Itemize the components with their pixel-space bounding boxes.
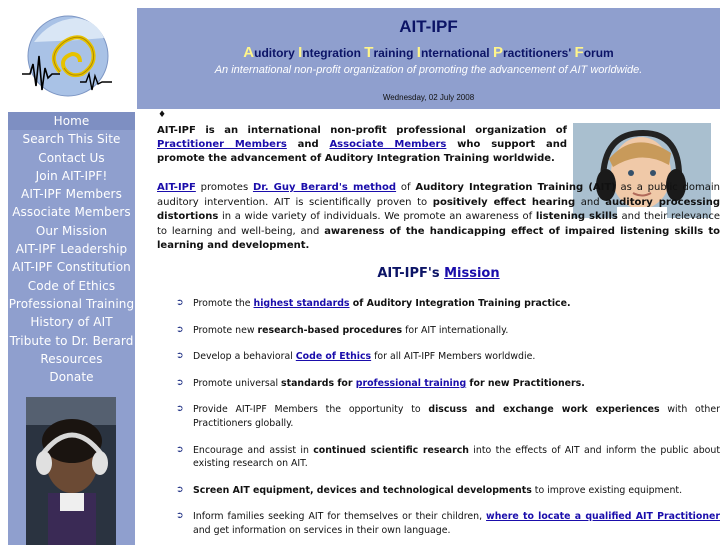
mission-heading: AIT-IPF's Mission <box>377 266 500 281</box>
berard-method-link[interactable]: Dr. Guy Berard's method <box>252 182 397 193</box>
site-subtitle: Auditory Integration Training International Practitioners' Forum <box>243 44 614 61</box>
locate-practitioner-link[interactable]: where to locate a qualified AIT Practitioner <box>486 511 720 523</box>
nav-item-search[interactable]: Search This Site <box>22 132 121 147</box>
site-title: AIT-IPF <box>399 17 458 36</box>
list-item: ➲ Screen AIT equipment, devices and technological developments to improve existing equipment. <box>176 484 683 496</box>
nav-item-resources[interactable]: Resources <box>40 351 103 366</box>
mission-link[interactable]: Mission <box>444 266 500 281</box>
highest-standards-link[interactable]: highest standards <box>253 298 350 309</box>
bullet-diamond: ♦ <box>158 110 167 120</box>
promotes-paragraph: AIT-IPF promotes Dr. Guy Berard's method of Auditory Integration Training (AIT) as a public domain auditory intervention. AIT is scientifically proven to positively effect hearing and auditory processing distortions in a wide variety of individuals. We promote an awareness of listening skills and their relevance to learning and well-being, and awareness of the handicapping effect of impaired listening skills to learning and development. <box>157 182 721 251</box>
girl-headphones-photo <box>26 397 116 545</box>
professional-training-link[interactable]: professional training <box>355 377 467 389</box>
nav-item-tribute[interactable]: Tribute to Dr. Berard <box>9 333 134 348</box>
list-item: ➲ Promote new research-based procedures for AIT internationally. <box>176 324 509 336</box>
site-tagline: An international non-profit organization of promoting the advancement of AIT worldwide. <box>214 64 643 76</box>
associate-members-link[interactable]: Associate Members <box>329 139 447 150</box>
list-item: ➲ Inform families seeking AIT for themselves or their children, where to locate a qualified AIT Practitioner and get information on services in their own language. <box>176 511 720 536</box>
arrow-bullet-icon: ➲ <box>176 377 184 388</box>
nav-item-mission[interactable]: Our Mission <box>35 223 108 238</box>
nav-item-constitution[interactable]: AIT-IPF Constitution <box>12 260 131 275</box>
nav-item-home[interactable]: Home <box>8 112 135 130</box>
list-item: ➲ Promote the highest standards of Auditory Integration Training practice. <box>176 298 571 309</box>
nav-item-join[interactable]: Join AIT-IPF! <box>35 168 108 183</box>
code-of-ethics-link[interactable]: Code of Ethics <box>295 351 372 363</box>
practitioner-members-link[interactable]: Practitioner Members <box>157 139 287 150</box>
ait-ipf-link[interactable]: AIT-IPF <box>157 182 196 193</box>
nav-item-donate[interactable]: Donate <box>49 370 94 385</box>
arrow-bullet-icon: ➲ <box>176 298 184 308</box>
nav-item-code-of-ethics[interactable]: Code of Ethics <box>27 278 116 293</box>
nav-item-associate-members[interactable]: Associate Members <box>12 205 131 220</box>
intro-paragraph: AIT-IPF is an international non-profit professional organization of Practitioner Members and Associate Members who support and promote the advancement of Auditory Integration Training worldwide. <box>157 125 567 164</box>
site-logo[interactable] <box>20 12 116 102</box>
list-item: ➲ Develop a behavioral Code of Ethics for all AIT-IPF Members worldwdie. <box>176 351 536 363</box>
list-item: ➲ Promote universal standards for professional training for new Practitioners. <box>176 377 585 389</box>
current-date: Wednesday, 02 July 2008 <box>382 93 475 102</box>
arrow-bullet-icon: ➲ <box>176 404 184 415</box>
arrow-bullet-icon: ➲ <box>176 444 184 455</box>
mission-list <box>176 297 720 538</box>
arrow-bullet-icon: ➲ <box>176 484 184 495</box>
nav-item-contact[interactable]: Contact Us <box>38 150 105 165</box>
header-banner <box>137 8 720 109</box>
nav-item-leadership[interactable]: AIT-IPF Leadership <box>15 242 128 257</box>
arrow-bullet-icon: ➲ <box>176 351 184 362</box>
list-item: ➲ Encourage and assist in continued scientific research into the effects of AIT and inform the public about existing research on AIT. <box>176 444 720 470</box>
list-item: ➲ Provide AIT-IPF Members the opportunity to discuss and exchange work experiences with other Practitioners globally. <box>176 404 720 429</box>
nav-item-members[interactable]: AIT-IPF Members <box>21 187 122 202</box>
arrow-bullet-icon: ➲ <box>176 511 184 522</box>
arrow-bullet-icon: ➲ <box>176 324 184 335</box>
nav-item-history[interactable]: History of AIT <box>30 315 113 330</box>
nav-item-professional-training[interactable]: Professional Training <box>8 296 135 311</box>
